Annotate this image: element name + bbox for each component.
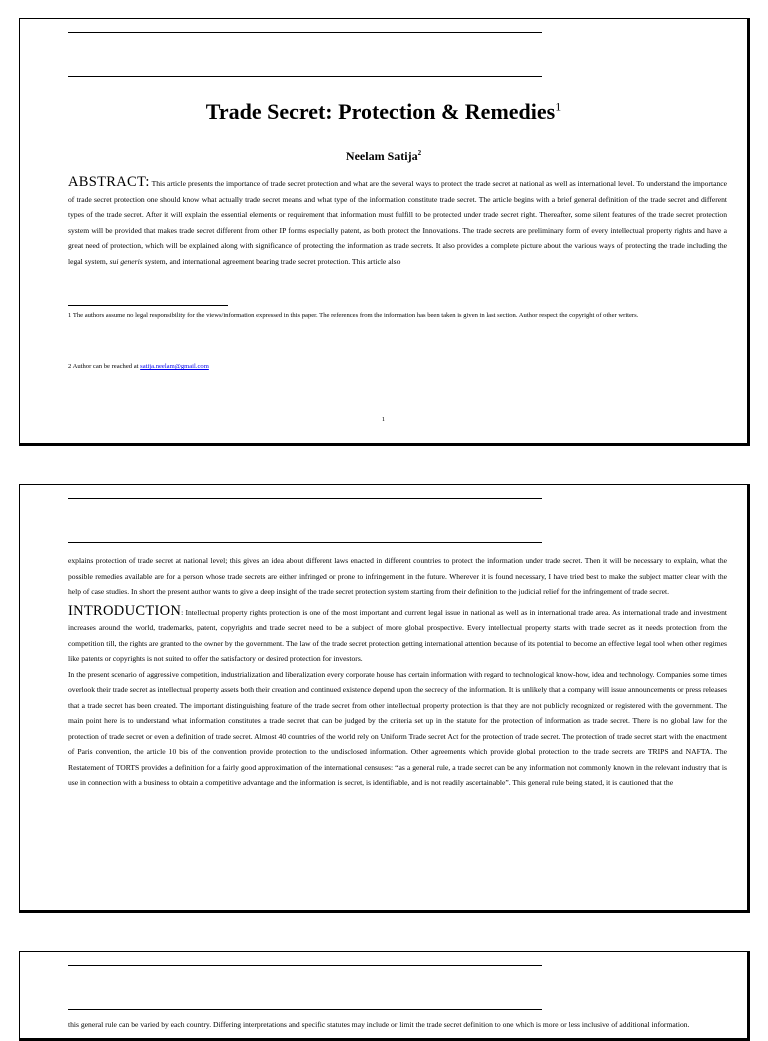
abstract-paragraph [68,175,727,269]
header-rule-bottom [68,1009,542,1010]
footnote-separator [68,305,228,306]
introduction-heading: INTRODUCTION [68,602,182,619]
introduction-text: : Intellectual property rights protection is one of the most important and current legal issue in national as well as in international trade area. As international trade and investment increases around the world, trademarks, patent, copyrights and trade secret need to be a subject of more global prospective. Every intellectual property starts with trade secret as it needs protection from the competition till, the rights are granted to the owner by the government. The law of the trade secret protection getting international attention because of its potential to become an effective legal tool when other regimes like patents or copyrights is not suited to offer the satisfactory or desired protection for investors. [68,607,727,663]
title-footnote-mark: 1 [555,99,562,114]
body-paragraph-2: In the present scenario of aggressive competition, industrialization and liberalization every corporate house has certain information with regard to technological know-how, idea and technology. Companies some times overlook their trade secret as intellectual property assets both their creation and continued existence depend upon the secrecy of the information. It is unlikely that a company will issue announcements or press releases that a trade secret has been created. The important distinguishing feature of the trade secret from other intellectual property protection is that they are not publicly recognized or registered with the government. The main point here is to understand what information constitutes a trade secret that can be judged by the criteria set up in the statute for the protection of information as trade secret. There is no global law for the protection of trade secret or even a definition of trade secret. Almost 40 countries of the world rely on Uniform Trade secret Act for the protection of trade secret. The protection of trade secret start with the enactment of Paris convention, the article 10 bis of the convention provide protection to the undisclosed information. Other agreements which provide global protection to the trade secrets are TRIPS and NAFTA. The Restatement of TORTS provides a definition for a fairly good approximation of the international censuses: “as a general rule, a trade secret can be any information not commonly known in the relevant industry that is use in connection with a business to obtain a competitive advantage and the information is secret, is identifiable, and is not readily ascertainable”. This general rule being stated, it is cautioned that the [68,669,727,787]
header-rule-top [68,32,542,33]
author-name: Neelam Satija$^2$ [345,149,422,163]
footnote-2: 2 Author can be reached at satija.neelam@gmail.com [68,363,209,370]
document-page-2 [19,484,750,913]
abstract-text: This article presents the importance of trade secret protection and what are the several ways to protect the trade secret at national as well as international level. To understand the importance of trade secret protection one should know what actually trade secret means and what type of the information constitute trade secret. The article begins with a brief general definition of the trade secret and different types of the trade secret. After it will explain the essential elements or requirement that information must fulfill to be protected under trade secret right. Thereafter, some silent features of the trade secret protection system will be provided that makes trade secret different from other IP forms especially patent, as both protect the Innovations. The trade secrets are preliminary form of every intellectual property rights and have a great need of protection, which will be explained along with significance of protecting the information as trade secrets. It also provides a complete picture about the various ways of protecting the trade including the legal system, [68,179,727,266]
header-rule-bottom [68,542,542,543]
header-rule-top [68,965,542,966]
document-title: Trade Secret: Protection & Remedies$^1$ [205,99,562,124]
header-rule-bottom [68,76,542,77]
page-3-body: this general rule can be varied by each country. Differing interpretations and specific statutes may include or limit the trade secret definition to one which is more or less inclusive of additional information. [68,1020,690,1029]
abstract-heading: ABSTRACT: [68,174,150,190]
author-footnote-mark: 2 [417,149,422,157]
page-body [68,553,727,791]
document-page-3 [19,951,750,1041]
abstract-italic-term: sui generis [109,256,143,266]
document-page-1 [19,18,750,446]
abstract-continuation: explains protection of trade secret at national level; this gives an idea about different laws enacted in different countries to protect the information under trade secret. Then it will be necessary to explain, what the possible remedies available are for a person whose trade secrets are either infringed or prone to infringement in the future. Wherever it is found necessary, I have tried best to make the subject matter clear with the help of case studies. In short the present author wants to give a deep insight of the trade secret protection system starting from their definition to the judicial relief for the infringement of trade secret. [68,556,727,596]
author-email-link[interactable]: satija.neelam@gmail.com [140,363,209,370]
header-rule-top [68,498,542,499]
abstract-text-end: system, and international agreement bearing trade secret protection. This article also [142,256,401,266]
introduction-paragraph [68,604,727,667]
page-number: 1 [381,416,386,423]
footnote-1: 1 The authors assume no legal responsibility for the views/information expressed in this paper. The references from the information has been taken is given in last section. Author respect the copyright of other writers. [68,312,639,319]
